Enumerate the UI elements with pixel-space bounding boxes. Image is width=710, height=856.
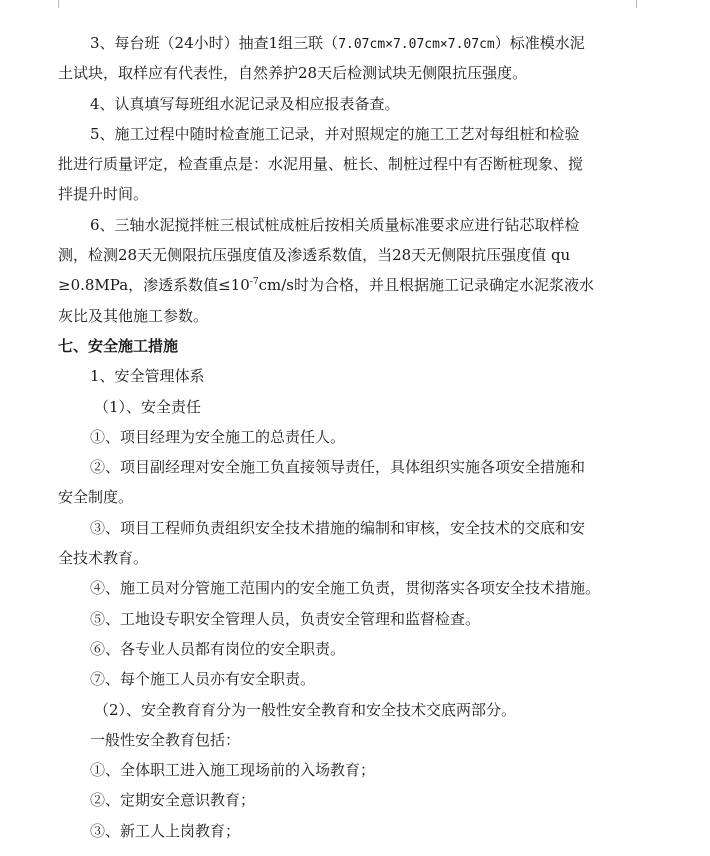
general-education-intro: 一般性安全教育包括： — [90, 730, 241, 749]
paragraph-3-line-2: 土试块，取样应有代表性，自然养护28天后检测试块无侧限抗压强度。 — [58, 64, 528, 83]
paragraph-5-line-3: 拌提升时间。 — [58, 185, 149, 204]
responsibility-item-7: ⑦、每个施工人员亦有安全职责。 — [90, 670, 316, 689]
section-heading-7: 七、安全施工措施 — [58, 336, 179, 355]
paragraph-5-line-1: 5、施工过程中随时检查施工记录，并对照规定的施工工艺对每组桩和检验 — [90, 124, 580, 143]
responsibility-item-2-line-2: 安全制度。 — [58, 488, 134, 507]
subsection-1: 1、安全管理体系 — [90, 367, 205, 386]
responsibility-item-1: ①、项目经理为安全施工的总责任人。 — [90, 427, 346, 446]
paragraph-6-line-2: 测，检测28天无侧限抗压强度值及渗透系数值，当28天无侧限抗压强度值 qu — [58, 246, 571, 265]
responsibility-item-2-line-1: ②、项目副经理对安全施工负直接领导责任，具体组织实施各项安全措施和 — [90, 458, 586, 477]
subsection-1-2: （2）、安全教育育分为一般性安全教育和安全技术交底两部分。 — [94, 700, 517, 719]
responsibility-item-6: ⑥、各专业人员都有岗位的安全职责。 — [90, 639, 346, 658]
responsibility-item-3-line-2: 全技术教育。 — [58, 549, 149, 568]
page-margin-corner-left — [58, 0, 59, 8]
paragraph-6-line-1: 6、三轴水泥搅拌桩三根试桩成桩后按相关质量标准要求应进行钻芯取样检 — [90, 215, 580, 234]
education-item-1: ①、全体职工进入施工现场前的入场教育； — [90, 761, 376, 780]
education-item-2: ②、定期安全意识教育； — [90, 791, 256, 810]
responsibility-item-3-line-1: ③、项目工程师负责组织安全技术措施的编制和审核，安全技术的交底和安 — [90, 518, 586, 537]
paragraph-6-line-3: ≥0.8MPa，渗透系数值$\le 10^{-7}cm/s$时为合格，并且根据施工记录确定水泥浆液水 — [58, 276, 594, 295]
responsibility-item-4: ④、施工员对分管施工范围内的安全施工负责，贯彻落实各项安全技术措施。 — [90, 579, 601, 598]
paragraph-5-line-2: 批进行质量评定，检查重点是：水泥用量、桩长、制桩过程中有否断桩现象、搅 — [58, 155, 584, 174]
document-body — [58, 28, 618, 846]
paragraph-4: 4、认真填写每班组水泥记录及相应报表备查。 — [90, 94, 400, 113]
paragraph-6-line-4: 灰比及其他施工参数。 — [58, 306, 209, 325]
responsibility-item-5: ⑤、工地设专职安全管理人员，负责安全管理和监督检查。 — [90, 609, 481, 628]
education-item-3: ③、新工人上岗教育； — [90, 821, 241, 840]
subsection-1-1: （1）、安全责任 — [94, 397, 202, 416]
page-margin-corner-right — [636, 0, 637, 8]
paragraph-3-line-1: 3、每台班（24小时）抽查1组三联（7.07cm×7.07cm×7.07cm）标准模水泥 — [90, 34, 585, 52]
